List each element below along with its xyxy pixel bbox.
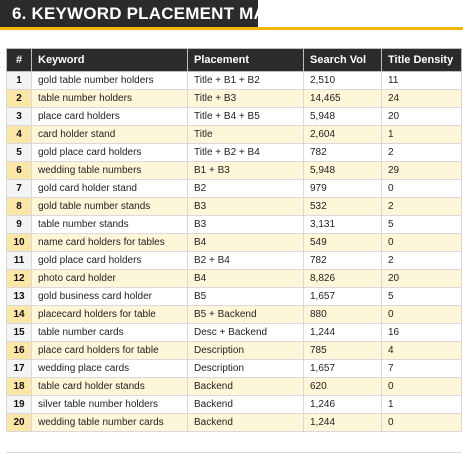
row-number: 8 [7, 198, 32, 216]
row-number: 19 [7, 396, 32, 414]
row-search-vol: 1,244 [304, 414, 382, 432]
row-search-vol: 2,604 [304, 126, 382, 144]
table-row [7, 288, 462, 306]
table-body [7, 72, 462, 432]
row-number: 14 [7, 306, 32, 324]
row-title-density: 1 [382, 126, 462, 144]
table-row [7, 198, 462, 216]
row-number: 13 [7, 288, 32, 306]
table-row [7, 306, 462, 324]
row-title-density: 2 [382, 252, 462, 270]
row-title-density: 5 [382, 288, 462, 306]
row-number: 20 [7, 414, 32, 432]
row-search-vol: 8,826 [304, 270, 382, 288]
row-placement: Desc + Backend [188, 324, 304, 342]
row-search-vol: 14,465 [304, 90, 382, 108]
row-search-vol: 1,246 [304, 396, 382, 414]
row-placement: Title + B4 + B5 [188, 108, 304, 126]
header-number: # [7, 49, 32, 72]
row-search-vol: 782 [304, 144, 382, 162]
row-search-vol: 620 [304, 378, 382, 396]
row-number: 3 [7, 108, 32, 126]
table-row [7, 144, 462, 162]
row-title-density: 16 [382, 324, 462, 342]
row-search-vol: 1,657 [304, 288, 382, 306]
row-search-vol: 785 [304, 342, 382, 360]
row-placement: Description [188, 360, 304, 378]
row-search-vol: 5,948 [304, 162, 382, 180]
row-keyword: name card holders for tables [32, 234, 188, 252]
row-number: 17 [7, 360, 32, 378]
row-placement: B4 [188, 234, 304, 252]
table-row [7, 90, 462, 108]
row-title-density: 7 [382, 360, 462, 378]
table-row [7, 396, 462, 414]
row-keyword: silver table number holders [32, 396, 188, 414]
table-row [7, 414, 462, 432]
table-row [7, 180, 462, 198]
row-placement: B3 [188, 216, 304, 234]
row-number: 2 [7, 90, 32, 108]
row-placement: B1 + B3 [188, 162, 304, 180]
table-row [7, 108, 462, 126]
row-number: 6 [7, 162, 32, 180]
row-search-vol: 3,131 [304, 216, 382, 234]
row-number: 5 [7, 144, 32, 162]
row-placement: Backend [188, 396, 304, 414]
row-title-density: 2 [382, 144, 462, 162]
row-placement: Description [188, 342, 304, 360]
row-title-density: 0 [382, 306, 462, 324]
row-placement: B3 [188, 198, 304, 216]
row-keyword: gold card holder stand [32, 180, 188, 198]
table-row [7, 360, 462, 378]
row-placement: Backend [188, 414, 304, 432]
row-number: 1 [7, 72, 32, 90]
row-title-density: 1 [382, 396, 462, 414]
row-search-vol: 1,657 [304, 360, 382, 378]
row-keyword: gold place card holders [32, 252, 188, 270]
row-title-density: 11 [382, 72, 462, 90]
row-keyword: photo card holder [32, 270, 188, 288]
row-number: 16 [7, 342, 32, 360]
row-number: 11 [7, 252, 32, 270]
row-keyword: gold table number stands [32, 198, 188, 216]
row-placement: B5 [188, 288, 304, 306]
table-row [7, 252, 462, 270]
row-number: 7 [7, 180, 32, 198]
row-number: 15 [7, 324, 32, 342]
row-title-density: 24 [382, 90, 462, 108]
row-number: 10 [7, 234, 32, 252]
row-keyword: placecard holders for table [32, 306, 188, 324]
row-keyword: gold business card holder [32, 288, 188, 306]
table-bottom-rule [6, 452, 461, 453]
table-row [7, 378, 462, 396]
row-search-vol: 1,244 [304, 324, 382, 342]
row-search-vol: 2,510 [304, 72, 382, 90]
row-title-density: 5 [382, 216, 462, 234]
row-search-vol: 532 [304, 198, 382, 216]
row-placement: Backend [188, 378, 304, 396]
row-number: 18 [7, 378, 32, 396]
header-keyword: Keyword [32, 49, 188, 72]
keyword-placement-table [6, 48, 462, 432]
row-search-vol: 549 [304, 234, 382, 252]
header-placement: Placement [188, 49, 304, 72]
row-keyword: place card holders [32, 108, 188, 126]
row-placement: B5 + Backend [188, 306, 304, 324]
row-search-vol: 880 [304, 306, 382, 324]
table-row [7, 342, 462, 360]
row-search-vol: 5,948 [304, 108, 382, 126]
section-title: 6. KEYWORD PLACEMENT MAP [0, 0, 258, 27]
row-keyword: wedding table number cards [32, 414, 188, 432]
row-number: 12 [7, 270, 32, 288]
row-keyword: wedding table numbers [32, 162, 188, 180]
row-keyword: table number holders [32, 90, 188, 108]
table-row [7, 324, 462, 342]
row-title-density: 20 [382, 108, 462, 126]
row-placement: B2 [188, 180, 304, 198]
row-title-density: 0 [382, 378, 462, 396]
row-keyword: gold place card holders [32, 144, 188, 162]
table-row [7, 270, 462, 288]
row-title-density: 4 [382, 342, 462, 360]
table-row [7, 126, 462, 144]
row-keyword: gold table number holders [32, 72, 188, 90]
table-row [7, 162, 462, 180]
row-keyword: table number cards [32, 324, 188, 342]
row-placement: Title + B1 + B2 [188, 72, 304, 90]
row-keyword: card holder stand [32, 126, 188, 144]
row-keyword: table number stands [32, 216, 188, 234]
row-search-vol: 782 [304, 252, 382, 270]
row-title-density: 0 [382, 414, 462, 432]
table-header-row [7, 49, 462, 72]
header-title-density: Title Density [382, 49, 462, 72]
header-search-vol: Search Vol [304, 49, 382, 72]
row-placement: Title [188, 126, 304, 144]
table-row [7, 234, 462, 252]
row-number: 4 [7, 126, 32, 144]
row-keyword: wedding place cards [32, 360, 188, 378]
row-placement: Title + B2 + B4 [188, 144, 304, 162]
row-keyword: table card holder stands [32, 378, 188, 396]
row-search-vol: 979 [304, 180, 382, 198]
row-placement: B4 [188, 270, 304, 288]
title-underline [0, 27, 463, 30]
row-number: 9 [7, 216, 32, 234]
row-title-density: 2 [382, 198, 462, 216]
row-title-density: 0 [382, 180, 462, 198]
row-keyword: place card holders for table [32, 342, 188, 360]
row-title-density: 29 [382, 162, 462, 180]
table-row [7, 72, 462, 90]
row-title-density: 20 [382, 270, 462, 288]
row-placement: B2 + B4 [188, 252, 304, 270]
row-placement: Title + B3 [188, 90, 304, 108]
row-title-density: 0 [382, 234, 462, 252]
table-row [7, 216, 462, 234]
